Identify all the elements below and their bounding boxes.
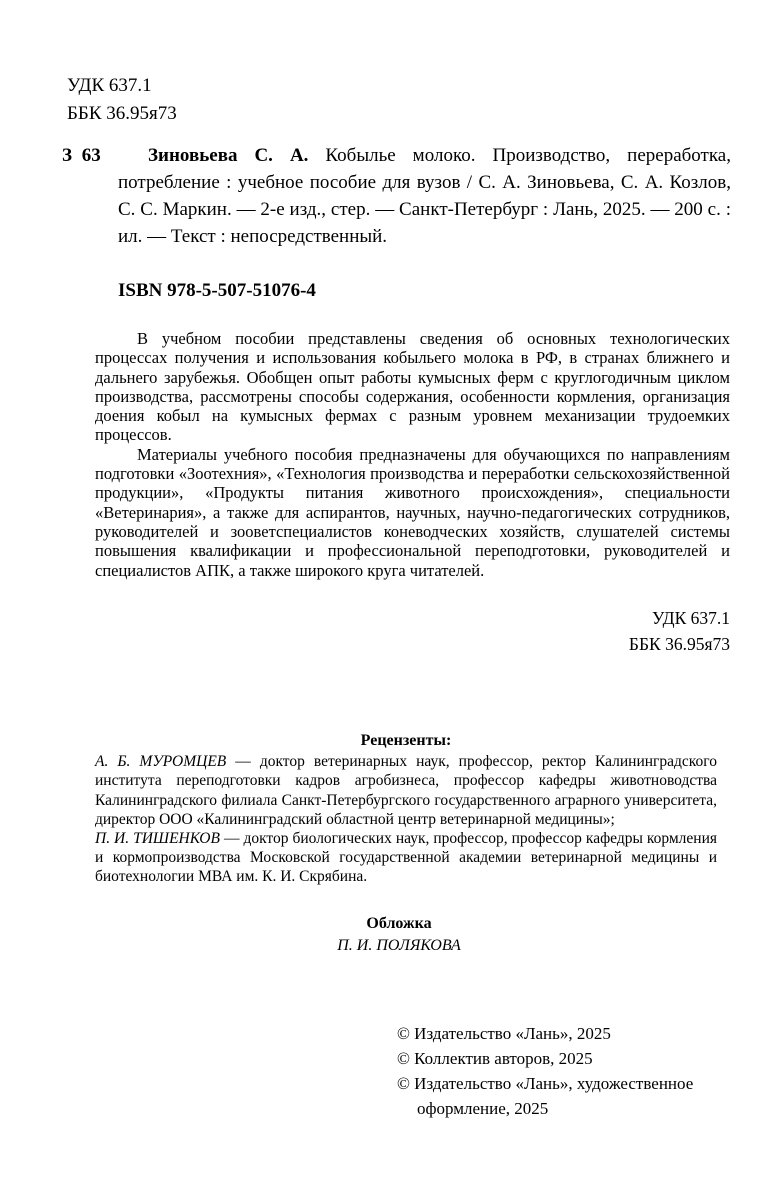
classification-codes-top xyxy=(67,72,177,128)
reviewers-heading: Рецензенты: xyxy=(360,732,452,749)
cover-designer-name: П. И. ПОЛЯКОВА xyxy=(337,937,461,954)
bbk-code: ББК 36.95я73 xyxy=(628,633,730,654)
copyright-line: © Коллектив авторов, 2025 xyxy=(397,1049,593,1068)
udk-code: УДК 637.1 xyxy=(67,75,152,96)
citation-text xyxy=(118,142,731,250)
author-sign-code: З 63 xyxy=(62,145,101,166)
reviewer-description: — доктор биологических наук, профессор, профессор кафедры кормления и кормопроизводства Московской государственной академии ветеринарной медицины и биотехнологии МВА им. К. И. Скрябина. xyxy=(95,830,717,886)
annotation-paragraph-1: В учебном пособии представлены сведения об основных технологических процессах получения и использования кобыльего молока в РФ, в странах ближнего и дальнего зарубежья. Обобщен опыт работы кумысных ферм с круглогодичным циклом производства, рассмотрены способы содержания, особенности кормления, организация доения кобыл на кумысных фермах с разным уровнем механизации трудоемких процессов. xyxy=(95,329,730,445)
copyright-block xyxy=(397,1021,719,1121)
annotation-block xyxy=(95,329,730,580)
citation-description: Кобылье молоко. Производство, переработка, потребление : учебное пособие для вузов / С. А. Зиновьева, С. А. Козлов, С. С. Маркин. — 2-е изд., стер. — Санкт-Петербург : Лань, 2025. — 200 с. : ил. — Текст : непосредственный. xyxy=(118,145,731,247)
annotation-paragraph-2: Материалы учебного пособия предназначены для обучающихся по направлениям подготовки «Зоотехния», «Технология производства и переработки сельскохозяйственной продукции», «Продукты питания животного происхождения», специальности «Ветеринария», а также для аспирантов, научных, научно-педагогических сотрудников, руководителей и зооветспециалистов коневодческих хозяйств, слушателей системы повышения квалификации и профессиональной переподготовки, руководителей и специалистов АПК, а также широкого круга читателей. xyxy=(95,444,730,580)
reviewer-description: — доктор ветеринарных наук, профессор, ректор Калининградского института переподготовки кадров агробизнеса, профессор кафедры животноводства Калининградского филиала Санкт-Петербургского государственного аграрного университета, директор ООО «Калининградский областной центр ветеринарной медицины»; xyxy=(95,753,718,828)
isbn-number: ISBN 978-5-507-51076-4 xyxy=(118,280,316,301)
classification-codes-bottom xyxy=(629,606,730,657)
reviewer-name: П. И. ТИШЕНКОВ xyxy=(95,830,220,848)
udk-code: УДК 637.1 xyxy=(652,608,730,628)
citation-author: Зиновьева С. А. xyxy=(148,145,309,166)
copyright-line: © Издательство «Лань», 2025 xyxy=(397,1024,611,1043)
reviewer-entry xyxy=(95,752,717,829)
reviewer-entry xyxy=(95,829,717,887)
reviewers-section xyxy=(95,731,717,887)
copyright-line: © Издательство «Лань», художественное оформление, 2025 xyxy=(397,1074,694,1118)
cover-heading: Обложка xyxy=(366,915,432,932)
bibliographic-citation xyxy=(62,142,731,250)
cover-credit xyxy=(67,913,731,957)
bbk-code: ББК 36.95я73 xyxy=(67,103,177,124)
reviewer-name: А. Б. МУРОМЦЕВ xyxy=(95,753,227,771)
